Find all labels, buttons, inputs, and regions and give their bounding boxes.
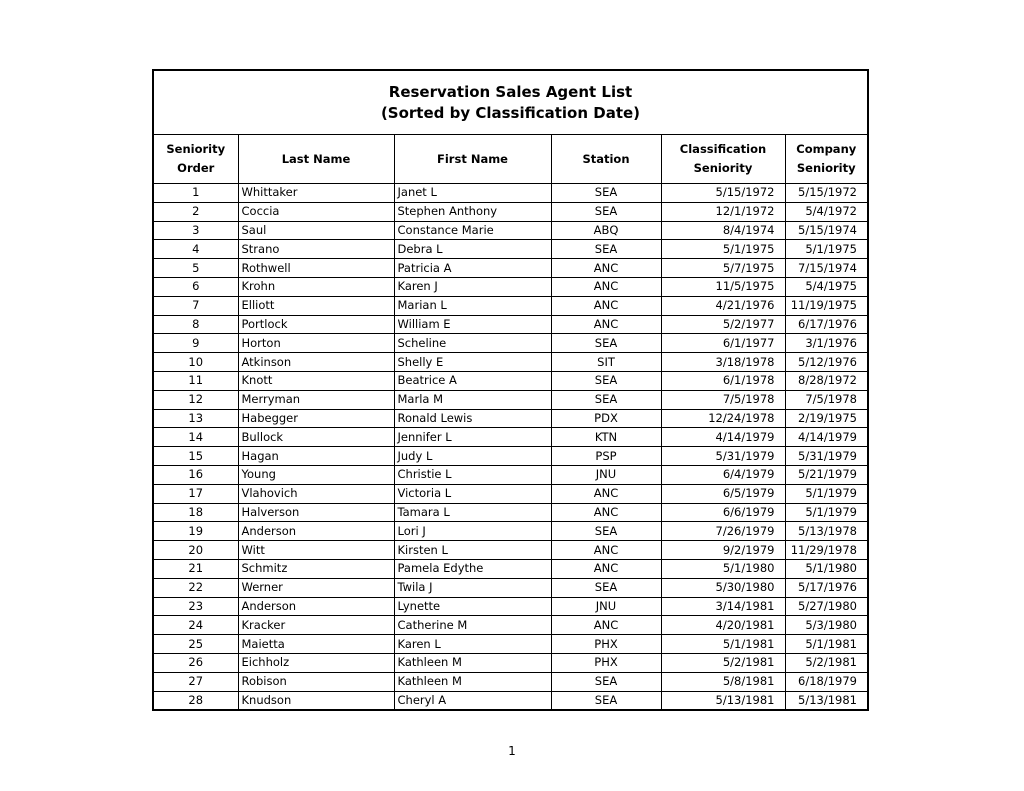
table-row (154, 371, 867, 390)
company-date-cell: 7/15/1974 (785, 259, 867, 278)
company-date-cell: 4/14/1979 (785, 428, 867, 447)
first-name-cell: Janet L (394, 184, 551, 203)
title-block (154, 71, 867, 135)
first-name-cell: Scheline (394, 334, 551, 353)
station-cell: SEA (551, 578, 661, 597)
table-row (154, 559, 867, 578)
classification-date-cell: 6/1/1977 (661, 334, 785, 353)
seniority-order-cell: 4 (154, 240, 238, 259)
first-name-cell: Cheryl A (394, 691, 551, 709)
seniority-order-cell: 10 (154, 353, 238, 372)
last-name-cell: Maietta (238, 635, 394, 654)
seniority-order-cell: 27 (154, 672, 238, 691)
header-seniority-order-line-1: Seniority (166, 142, 226, 156)
last-name-cell: Merryman (238, 390, 394, 409)
seniority-order-cell: 19 (154, 522, 238, 541)
table-row (154, 240, 867, 259)
first-name-cell: Kirsten L (394, 541, 551, 560)
classification-date-cell: 6/5/1979 (661, 484, 785, 503)
first-name-cell: Marla M (394, 390, 551, 409)
first-name-cell: William E (394, 315, 551, 334)
company-date-cell: 5/21/1979 (785, 465, 867, 484)
seniority-order-cell: 12 (154, 390, 238, 409)
first-name-cell: Ronald Lewis (394, 409, 551, 428)
table-row (154, 691, 867, 709)
first-name-cell: Shelly E (394, 353, 551, 372)
station-cell: ANC (551, 259, 661, 278)
station-cell: ANC (551, 559, 661, 578)
header-first-name: First Name (394, 135, 551, 184)
last-name-cell: Schmitz (238, 559, 394, 578)
company-date-cell: 5/1/1979 (785, 484, 867, 503)
header-seniority-order (154, 135, 238, 184)
company-date-cell: 5/4/1972 (785, 202, 867, 221)
company-date-cell: 11/19/1975 (785, 296, 867, 315)
seniority-order-cell: 7 (154, 296, 238, 315)
table-row (154, 447, 867, 466)
table-row (154, 390, 867, 409)
company-date-cell: 6/17/1976 (785, 315, 867, 334)
seniority-order-cell: 11 (154, 371, 238, 390)
company-date-cell: 5/3/1980 (785, 616, 867, 635)
last-name-cell: Young (238, 465, 394, 484)
classification-date-cell: 4/14/1979 (661, 428, 785, 447)
classification-date-cell: 5/8/1981 (661, 672, 785, 691)
header-company-line-2: Seniority (796, 161, 856, 175)
last-name-cell: Elliott (238, 296, 394, 315)
first-name-cell: Catherine M (394, 616, 551, 635)
last-name-cell: Atkinson (238, 353, 394, 372)
classification-date-cell: 6/4/1979 (661, 465, 785, 484)
station-cell: ANC (551, 277, 661, 296)
station-cell: ANC (551, 296, 661, 315)
last-name-cell: Whittaker (238, 184, 394, 203)
classification-date-cell: 5/15/1972 (661, 184, 785, 203)
station-cell: PDX (551, 409, 661, 428)
last-name-cell: Knudson (238, 691, 394, 709)
header-company-line-1: Company (796, 142, 857, 156)
classification-date-cell: 12/24/1978 (661, 409, 785, 428)
last-name-cell: Witt (238, 541, 394, 560)
classification-date-cell: 7/26/1979 (661, 522, 785, 541)
station-cell: PHX (551, 635, 661, 654)
table-row (154, 277, 867, 296)
first-name-cell: Constance Marie (394, 221, 551, 240)
station-cell: ANC (551, 503, 661, 522)
table-row (154, 202, 867, 221)
company-date-cell: 5/1/1981 (785, 635, 867, 654)
table-body (154, 184, 867, 710)
first-name-cell: Twila J (394, 578, 551, 597)
company-date-cell: 2/19/1975 (785, 409, 867, 428)
station-cell: SEA (551, 390, 661, 409)
last-name-cell: Eichholz (238, 653, 394, 672)
first-name-cell: Patricia A (394, 259, 551, 278)
classification-date-cell: 9/2/1979 (661, 541, 785, 560)
table-row (154, 653, 867, 672)
header-classification-line-1: Classification (679, 142, 767, 156)
seniority-order-cell: 16 (154, 465, 238, 484)
table-row (154, 616, 867, 635)
last-name-cell: Strano (238, 240, 394, 259)
classification-date-cell: 5/7/1975 (661, 259, 785, 278)
company-date-cell: 5/13/1978 (785, 522, 867, 541)
last-name-cell: Habegger (238, 409, 394, 428)
classification-date-cell: 5/13/1981 (661, 691, 785, 709)
first-name-cell: Victoria L (394, 484, 551, 503)
header-classification-line-2: Seniority (693, 161, 753, 175)
seniority-order-cell: 26 (154, 653, 238, 672)
first-name-cell: Stephen Anthony (394, 202, 551, 221)
last-name-cell: Portlock (238, 315, 394, 334)
classification-date-cell: 5/1/1981 (661, 635, 785, 654)
agent-list-sheet (152, 69, 869, 711)
header-seniority-order-line-2: Order (177, 161, 215, 175)
table-row (154, 578, 867, 597)
classification-date-cell: 5/1/1980 (661, 559, 785, 578)
first-name-cell: Kathleen M (394, 653, 551, 672)
seniority-order-cell: 3 (154, 221, 238, 240)
first-name-cell: Tamara L (394, 503, 551, 522)
seniority-order-cell: 17 (154, 484, 238, 503)
classification-date-cell: 3/14/1981 (661, 597, 785, 616)
table-row (154, 597, 867, 616)
company-date-cell: 5/1/1980 (785, 559, 867, 578)
station-cell: SIT (551, 353, 661, 372)
classification-date-cell: 5/30/1980 (661, 578, 785, 597)
seniority-order-cell: 22 (154, 578, 238, 597)
last-name-cell: Kracker (238, 616, 394, 635)
classification-date-cell: 11/5/1975 (661, 277, 785, 296)
table-row (154, 635, 867, 654)
table-row (154, 522, 867, 541)
company-date-cell: 3/1/1976 (785, 334, 867, 353)
station-cell: SEA (551, 240, 661, 259)
station-cell: ANC (551, 315, 661, 334)
table-row (154, 353, 867, 372)
classification-date-cell: 5/1/1975 (661, 240, 785, 259)
station-cell: PSP (551, 447, 661, 466)
table-row (154, 465, 867, 484)
first-name-cell: Pamela Edythe (394, 559, 551, 578)
header-station: Station (551, 135, 661, 184)
table-row (154, 259, 867, 278)
seniority-order-cell: 13 (154, 409, 238, 428)
station-cell: SEA (551, 522, 661, 541)
table-row (154, 484, 867, 503)
last-name-cell: Knott (238, 371, 394, 390)
last-name-cell: Anderson (238, 597, 394, 616)
last-name-cell: Werner (238, 578, 394, 597)
station-cell: JNU (551, 597, 661, 616)
last-name-cell: Robison (238, 672, 394, 691)
station-cell: ANC (551, 484, 661, 503)
table-row (154, 334, 867, 353)
first-name-cell: Lori J (394, 522, 551, 541)
company-date-cell: 6/18/1979 (785, 672, 867, 691)
first-name-cell: Debra L (394, 240, 551, 259)
classification-date-cell: 4/21/1976 (661, 296, 785, 315)
header-company-seniority (785, 135, 867, 184)
table-row (154, 184, 867, 203)
station-cell: ANC (551, 541, 661, 560)
table-row (154, 409, 867, 428)
header-row (154, 135, 867, 184)
station-cell: SEA (551, 184, 661, 203)
header-classification-seniority (661, 135, 785, 184)
last-name-cell: Halverson (238, 503, 394, 522)
classification-date-cell: 12/1/1972 (661, 202, 785, 221)
company-date-cell: 5/17/1976 (785, 578, 867, 597)
first-name-cell: Judy L (394, 447, 551, 466)
seniority-order-cell: 21 (154, 559, 238, 578)
company-date-cell: 5/31/1979 (785, 447, 867, 466)
station-cell: SEA (551, 691, 661, 709)
seniority-order-cell: 20 (154, 541, 238, 560)
first-name-cell: Beatrice A (394, 371, 551, 390)
seniority-order-cell: 23 (154, 597, 238, 616)
table-row (154, 503, 867, 522)
page-number: 1 (508, 744, 516, 758)
seniority-order-cell: 24 (154, 616, 238, 635)
first-name-cell: Karen J (394, 277, 551, 296)
last-name-cell: Saul (238, 221, 394, 240)
table-row (154, 672, 867, 691)
last-name-cell: Horton (238, 334, 394, 353)
first-name-cell: Jennifer L (394, 428, 551, 447)
seniority-order-cell: 5 (154, 259, 238, 278)
company-date-cell: 5/27/1980 (785, 597, 867, 616)
company-date-cell: 5/1/1975 (785, 240, 867, 259)
seniority-order-cell: 25 (154, 635, 238, 654)
last-name-cell: Krohn (238, 277, 394, 296)
seniority-order-cell: 8 (154, 315, 238, 334)
station-cell: ABQ (551, 221, 661, 240)
first-name-cell: Marian L (394, 296, 551, 315)
station-cell: JNU (551, 465, 661, 484)
table-row (154, 541, 867, 560)
company-date-cell: 5/15/1972 (785, 184, 867, 203)
last-name-cell: Hagan (238, 447, 394, 466)
classification-date-cell: 7/5/1978 (661, 390, 785, 409)
seniority-order-cell: 15 (154, 447, 238, 466)
first-name-cell: Kathleen M (394, 672, 551, 691)
company-date-cell: 5/1/1979 (785, 503, 867, 522)
station-cell: KTN (551, 428, 661, 447)
table-row (154, 315, 867, 334)
table-row (154, 296, 867, 315)
classification-date-cell: 6/6/1979 (661, 503, 785, 522)
seniority-order-cell: 1 (154, 184, 238, 203)
first-name-cell: Karen L (394, 635, 551, 654)
classification-date-cell: 6/1/1978 (661, 371, 785, 390)
company-date-cell: 7/5/1978 (785, 390, 867, 409)
title-line-2: (Sorted by Classification Date) (380, 103, 641, 122)
seniority-order-cell: 6 (154, 277, 238, 296)
station-cell: PHX (551, 653, 661, 672)
seniority-order-cell: 14 (154, 428, 238, 447)
company-date-cell: 5/2/1981 (785, 653, 867, 672)
table-row (154, 221, 867, 240)
last-name-cell: Anderson (238, 522, 394, 541)
classification-date-cell: 4/20/1981 (661, 616, 785, 635)
seniority-order-cell: 2 (154, 202, 238, 221)
company-date-cell: 8/28/1972 (785, 371, 867, 390)
classification-date-cell: 5/31/1979 (661, 447, 785, 466)
last-name-cell: Coccia (238, 202, 394, 221)
station-cell: SEA (551, 672, 661, 691)
first-name-cell: Lynette (394, 597, 551, 616)
seniority-order-cell: 28 (154, 691, 238, 709)
classification-date-cell: 5/2/1981 (661, 653, 785, 672)
last-name-cell: Bullock (238, 428, 394, 447)
seniority-order-cell: 9 (154, 334, 238, 353)
header-last-name: Last Name (238, 135, 394, 184)
company-date-cell: 5/15/1974 (785, 221, 867, 240)
station-cell: SEA (551, 334, 661, 353)
seniority-order-cell: 18 (154, 503, 238, 522)
classification-date-cell: 5/2/1977 (661, 315, 785, 334)
company-date-cell: 5/4/1975 (785, 277, 867, 296)
company-date-cell: 11/29/1978 (785, 541, 867, 560)
table-row (154, 428, 867, 447)
first-name-cell: Christie L (394, 465, 551, 484)
classification-date-cell: 8/4/1974 (661, 221, 785, 240)
company-date-cell: 5/12/1976 (785, 353, 867, 372)
title-line-1: Reservation Sales Agent List (388, 82, 633, 101)
last-name-cell: Rothwell (238, 259, 394, 278)
classification-date-cell: 3/18/1978 (661, 353, 785, 372)
agent-table (154, 135, 867, 709)
last-name-cell: Vlahovich (238, 484, 394, 503)
company-date-cell: 5/13/1981 (798, 692, 857, 707)
station-cell: SEA (551, 202, 661, 221)
station-cell: ANC (551, 616, 661, 635)
station-cell: SEA (551, 371, 661, 390)
